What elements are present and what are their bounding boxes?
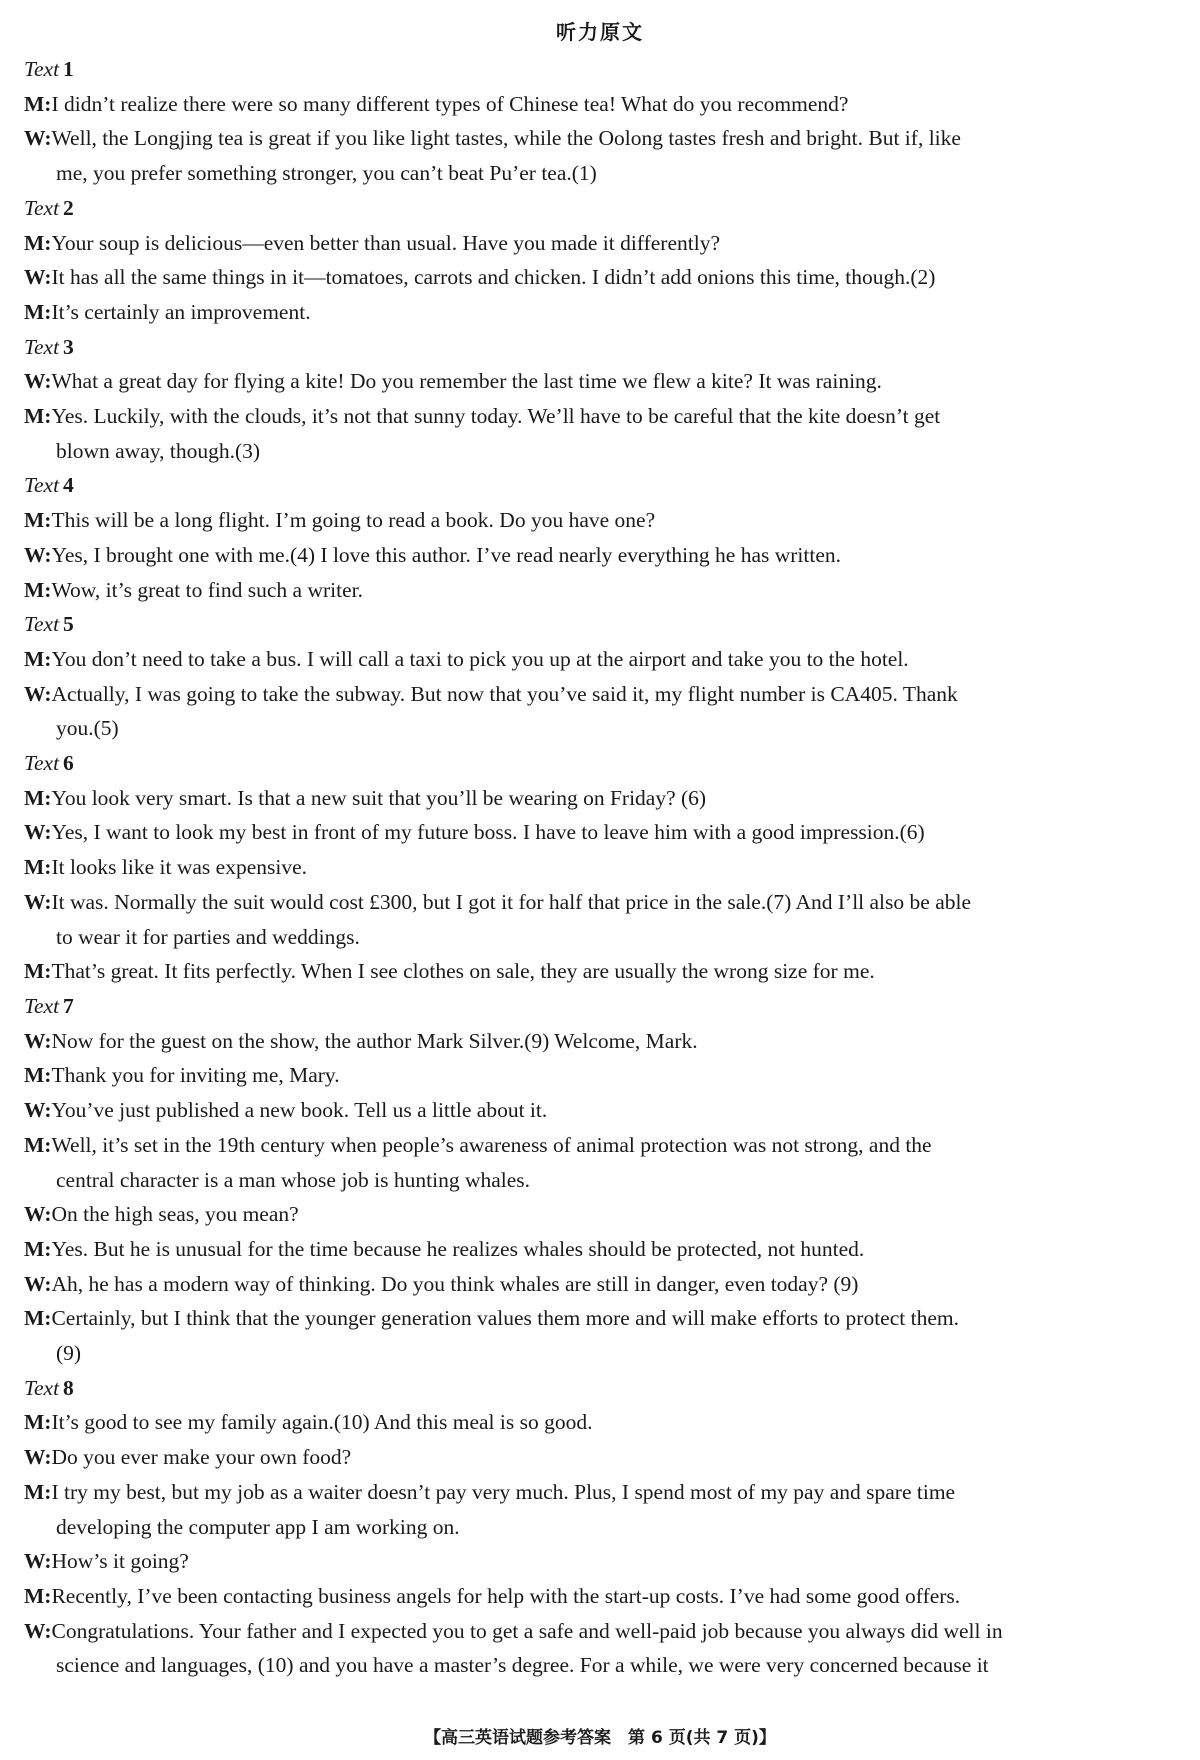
- dialogue-continuation: central character is a man whose job is hunting whales.: [56, 1167, 531, 1192]
- dialogue-text: That’s great. It fits perfectly. When I see clothes on sale, they are usually the wrong size for me.: [51, 959, 875, 984]
- speaker-tag: M:: [24, 959, 52, 984]
- dialogue-line: [24, 1093, 1171, 1128]
- dialogue-text: Wow, it’s great to find such a writer.: [51, 577, 363, 602]
- dialogue-line: [24, 1579, 1171, 1614]
- transcript-body: [24, 52, 1171, 1683]
- text-heading-word: Text: [24, 751, 60, 776]
- text-heading: [24, 468, 1171, 503]
- speaker-tag: W:: [24, 1098, 52, 1123]
- dialogue-text: It’s certainly an improvement.: [51, 299, 311, 324]
- dialogue-text: Recently, I’ve been contacting business angels for help with the start-up costs. I’ve had some good offers.: [51, 1583, 961, 1608]
- text-heading-number: 2: [63, 195, 74, 220]
- dialogue-continuation: blown away, though.(3): [56, 438, 261, 463]
- dialogue-text: It looks like it was expensive.: [51, 855, 308, 880]
- dialogue-line: [24, 1405, 1171, 1440]
- speaker-tag: W:: [24, 820, 52, 845]
- dialogue-line: [24, 260, 1171, 295]
- dialogue-text: Yes, I want to look my best in front of my future boss. I have to leave him with a good impression.(6): [51, 820, 925, 845]
- speaker-tag: M:: [24, 1479, 52, 1504]
- text-heading: [24, 330, 1171, 365]
- text-heading-number: 8: [63, 1375, 74, 1400]
- speaker-tag: W:: [24, 1202, 52, 1227]
- dialogue-line: [24, 295, 1171, 330]
- text-heading-word: Text: [24, 57, 60, 81]
- dialogue-line: [24, 815, 1171, 850]
- speaker-tag: W:: [24, 369, 52, 394]
- dialogue-line: [24, 538, 1171, 573]
- speaker-tag: W:: [24, 889, 52, 914]
- page-footer: 【高三英语试题参考答案 第 6 页(共 7 页)】: [424, 1728, 776, 1748]
- text-heading-number: 3: [63, 334, 74, 359]
- speaker-tag: W:: [24, 1445, 52, 1470]
- text-heading-word: Text: [24, 473, 60, 498]
- speaker-tag: M:: [24, 1063, 52, 1088]
- speaker-tag: M:: [24, 855, 52, 880]
- speaker-tag: M:: [24, 1410, 52, 1435]
- speaker-tag: W:: [24, 126, 52, 151]
- page-title: 听力原文: [556, 20, 644, 44]
- dialogue-text: Yes. Luckily, with the clouds, it’s not that sunny today. We’ll have to be careful that the kite doesn’t get: [51, 404, 941, 429]
- dialogue-text: Well, it’s set in the 19th century when people’s awareness of animal protection was not strong, and the: [51, 1132, 932, 1157]
- dialogue-line: [24, 1440, 1171, 1475]
- speaker-tag: W:: [24, 1549, 52, 1574]
- dialogue-continuation: you.(5): [56, 716, 119, 741]
- dialogue-text: You look very smart. Is that a new suit that you’ll be wearing on Friday? (6): [51, 785, 707, 810]
- text-heading: [24, 52, 1171, 87]
- dialogue-line: [24, 1267, 1171, 1302]
- dialogue-continuation: developing the computer app I am working on.: [56, 1514, 460, 1539]
- dialogue-text: I try my best, but my job as a waiter doesn’t pay very much. Plus, I spend most of my pay and spare time: [51, 1479, 956, 1504]
- dialogue-text: Certainly, but I think that the younger generation values them more and will make efforts to protect them.: [51, 1306, 959, 1331]
- text-heading-number: 7: [63, 993, 74, 1018]
- text-heading-number: 6: [63, 751, 74, 776]
- text-heading: [24, 607, 1171, 642]
- speaker-tag: W:: [24, 1271, 52, 1296]
- speaker-tag: M:: [24, 230, 52, 255]
- speaker-tag: M:: [24, 785, 52, 810]
- text-heading-word: Text: [24, 1375, 60, 1400]
- speaker-tag: M:: [24, 1583, 52, 1608]
- dialogue-text: It’s good to see my family again.(10) And this meal is so good.: [51, 1410, 593, 1435]
- dialogue-line: [24, 1197, 1171, 1232]
- dialogue-text: This will be a long flight. I’m going to read a book. Do you have one?: [51, 508, 656, 533]
- text-heading-word: Text: [24, 334, 60, 359]
- speaker-tag: M:: [24, 577, 52, 602]
- speaker-tag: M:: [24, 91, 52, 116]
- speaker-tag: W:: [24, 265, 52, 290]
- text-heading-word: Text: [24, 993, 60, 1018]
- dialogue-line: [24, 226, 1171, 261]
- dialogue-text: It has all the same things in it—tomatoes, carrots and chicken. I didn’t add onions this time, though.(2): [51, 265, 936, 290]
- dialogue-line: [24, 1475, 1171, 1510]
- dialogue-line: [24, 885, 1171, 920]
- dialogue-text: It was. Normally the suit would cost £300, but I got it for half that price in the sale.(7) And I’ll also be able: [51, 889, 971, 914]
- speaker-tag: M:: [24, 646, 52, 671]
- dialogue-line: [24, 850, 1171, 885]
- text-heading: [24, 191, 1171, 226]
- text-heading: [24, 746, 1171, 781]
- dialogue-text: On the high seas, you mean?: [51, 1202, 299, 1227]
- dialogue-line: [24, 1301, 1171, 1336]
- speaker-tag: W:: [24, 1028, 52, 1053]
- dialogue-continuation: science and languages, (10) and you have a master’s degree. For a while, we were very concerned because it: [56, 1653, 989, 1678]
- dialogue-line: [24, 954, 1171, 989]
- dialogue-line: [24, 364, 1171, 399]
- speaker-tag: W:: [24, 542, 52, 567]
- speaker-tag: M:: [24, 404, 52, 429]
- dialogue-line: [24, 573, 1171, 608]
- speaker-tag: M:: [24, 1236, 52, 1261]
- dialogue-text: Actually, I was going to take the subway. But now that you’ve said it, my flight number is CA405. Thank: [51, 681, 958, 706]
- dialogue-line: [24, 1544, 1171, 1579]
- dialogue-continuation: to wear it for parties and weddings.: [56, 924, 360, 949]
- dialogue-text: Do you ever make your own food?: [51, 1445, 352, 1470]
- dialogue-line: [24, 1058, 1171, 1093]
- dialogue-text: Ah, he has a modern way of thinking. Do you think whales are still in danger, even today? (9): [51, 1271, 859, 1296]
- text-heading-number: 4: [63, 473, 74, 498]
- speaker-tag: W:: [24, 681, 52, 706]
- dialogue-line: [24, 1232, 1171, 1267]
- dialogue-line: [24, 1614, 1171, 1649]
- dialogue-text: Well, the Longjing tea is great if you like light tastes, while the Oolong tastes fresh and bright. But if, like: [51, 126, 961, 151]
- dialogue-line: [24, 399, 1171, 434]
- speaker-tag: M:: [24, 508, 52, 533]
- text-heading-number: 1: [63, 57, 74, 81]
- dialogue-text: You’ve just published a new book. Tell us a little about it.: [51, 1098, 548, 1123]
- text-heading-word: Text: [24, 612, 60, 637]
- dialogue-text: Thank you for inviting me, Mary.: [51, 1063, 340, 1088]
- text-heading: [24, 989, 1171, 1024]
- dialogue-line: [24, 121, 1171, 156]
- text-heading: [24, 1371, 1171, 1406]
- dialogue-text: Congratulations. Your father and I expected you to get a safe and well-paid job because you always did well in: [51, 1618, 1003, 1643]
- dialogue-line: [24, 642, 1171, 677]
- dialogue-text: You don’t need to take a bus. I will call a taxi to pick you up at the airport and take you to the hotel.: [51, 646, 909, 671]
- dialogue-text: Now for the guest on the show, the author Mark Silver.(9) Welcome, Mark.: [51, 1028, 698, 1053]
- dialogue-line: [24, 677, 1171, 712]
- dialogue-text: Yes. But he is unusual for the time because he realizes whales should be protected, not hunted.: [51, 1236, 865, 1261]
- dialogue-text: I didn’t realize there were so many different types of Chinese tea! What do you recommend?: [51, 91, 849, 116]
- speaker-tag: M:: [24, 1132, 52, 1157]
- dialogue-line: [24, 781, 1171, 816]
- dialogue-line: [24, 87, 1171, 122]
- dialogue-text: Yes, I brought one with me.(4) I love this author. I’ve read nearly everything he has written.: [51, 542, 842, 567]
- dialogue-line: [24, 1128, 1171, 1163]
- dialogue-text: How’s it going?: [51, 1549, 189, 1574]
- text-heading-number: 5: [63, 612, 74, 637]
- dialogue-continuation: (9): [56, 1341, 82, 1366]
- dialogue-text: Your soup is delicious—even better than usual. Have you made it differently?: [51, 230, 721, 255]
- dialogue-text: What a great day for flying a kite! Do you remember the last time we flew a kite? It was raining.: [51, 369, 882, 394]
- dialogue-line: [24, 503, 1171, 538]
- speaker-tag: M:: [24, 1306, 52, 1331]
- text-heading-word: Text: [24, 195, 60, 220]
- dialogue-line: [24, 1024, 1171, 1059]
- speaker-tag: W:: [24, 1618, 52, 1643]
- dialogue-continuation: me, you prefer something stronger, you can’t beat Pu’er tea.(1): [56, 161, 597, 186]
- speaker-tag: M:: [24, 299, 52, 324]
